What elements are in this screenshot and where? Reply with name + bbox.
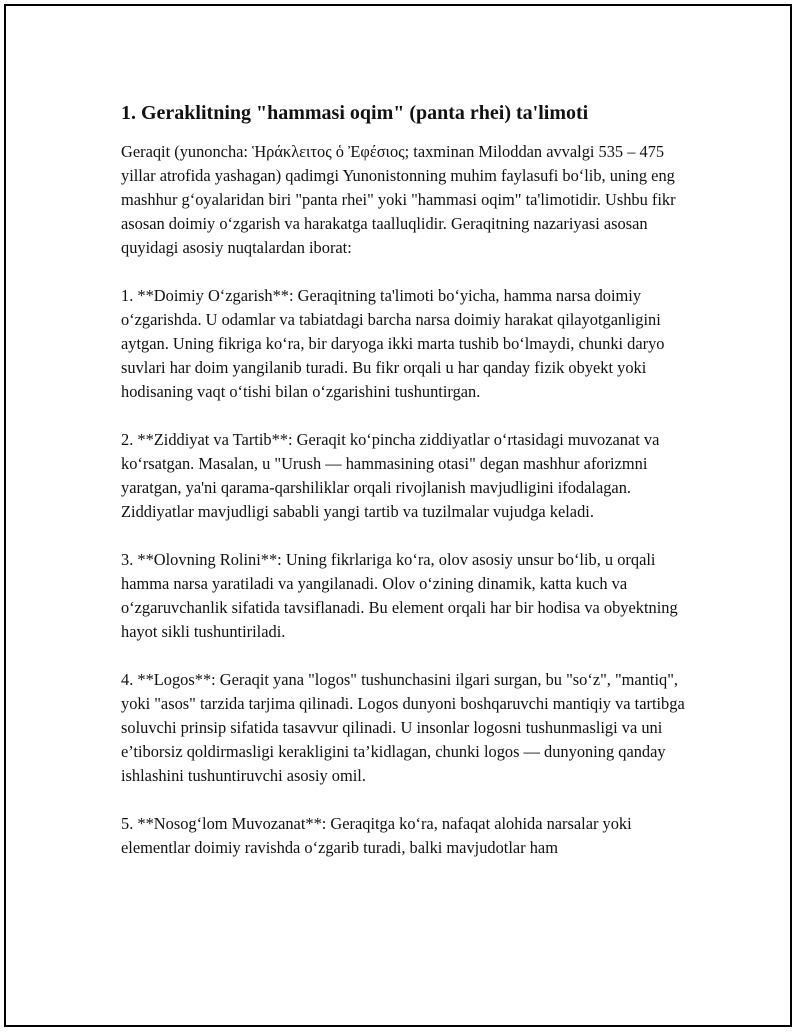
paragraph-ziddiyat-va-tartib: 2. **Ziddiyat va Tartib**: Geraqit koʻpincha ziddiyatlar oʻrtasidagi muvozanat va koʻrsatgan. Masalan, u "Urush — hammasining otasi" degan mashhur aforizmni yaratgan, ya'ni qarama-qarshiliklar orqali rivojlanish mavjudligini ifodalagan. Ziddiyatlar mavjudligi sababli yangi tartib va tuzilmalar vujudga keladi. bbox=[121, 430, 660, 521]
paragraph-olovning-rolini: 3. **Olovning Rolini**: Uning fikrlariga koʻra, olov asosiy unsur boʻlib, u orqali hamma narsa yaratiladi va yangilanadi. Olov oʻzining dinamik, katta kuch va oʻzgaruvchanlik sifatida tavsiflanadi. Bu element orqali har bir hodisa va obyektning hayot sikli tushuntiriladi. bbox=[121, 550, 678, 641]
document-body bbox=[121, 100, 696, 884]
page-frame bbox=[4, 4, 792, 1027]
paragraph-nosoglom-muvozanat: 5. **Nosogʻlom Muvozanat**: Geraqitga koʻra, nafaqat alohida narsalar yoki elementlar doimiy ravishda oʻzgarib turadi, balki mavjudotlar ham bbox=[121, 814, 632, 857]
intro-paragraph: Geraqit (yunoncha: Ἡράκλειτος ὁ Ἐφέσιος; taxminan Miloddan avvalgi 535 – 475 yillar atrofida yashagan) qadimgi Yunonistonning muhim faylasufi boʻlib, uning eng mashhur gʻoyalaridan biri "panta rhei" yoki "hammasi oqim" ta'limotidir. Ushbu fikr asosan doimiy oʻzgarish va harakatga taalluqlidir. Geraqitning nazariyasi asosan quyidagi asosiy nuqtalardan iborat: bbox=[121, 142, 676, 257]
paragraph-doimiy-ozgarish: 1. **Doimiy Oʻzgarish**: Geraqitning ta'limoti boʻyicha, hamma narsa doimiy oʻzgarishda. U odamlar va tabiatdagi barcha narsa doimiy harakat qilayotganligini aytgan. Uning fikriga koʻra, bir daryoga ikki marta tushib boʻlmaydi, chunki daryo suvlari har doim yangilanib turadi. Bu fikr orqali u har qanday fizik obyekt yoki hodisaning vaqt oʻtishi bilan oʻzgarishini tushuntirgan. bbox=[121, 286, 665, 401]
paragraph-logos: 4. **Logos**: Geraqit yana "logos" tushunchasini ilgari surgan, bu "soʻz", "mantiq", yoki "asos" tarzida tarjima qilinadi. Logos dunyoni boshqaruvchi mantiqiy va tartibga soluvchi prinsip sifatida tasavvur qilinadi. U insonlar logosni tushunmasligi va uni e’tiborsiz qoldirmasligi kerakligini ta’kidlagan, chunki logos — dunyoning qanday ishlashini tushuntiruvchi asosiy omil. bbox=[121, 670, 685, 785]
page-title: 1. Geraklitning "hammasi oqim" (panta rhei) ta'limoti bbox=[121, 102, 589, 124]
